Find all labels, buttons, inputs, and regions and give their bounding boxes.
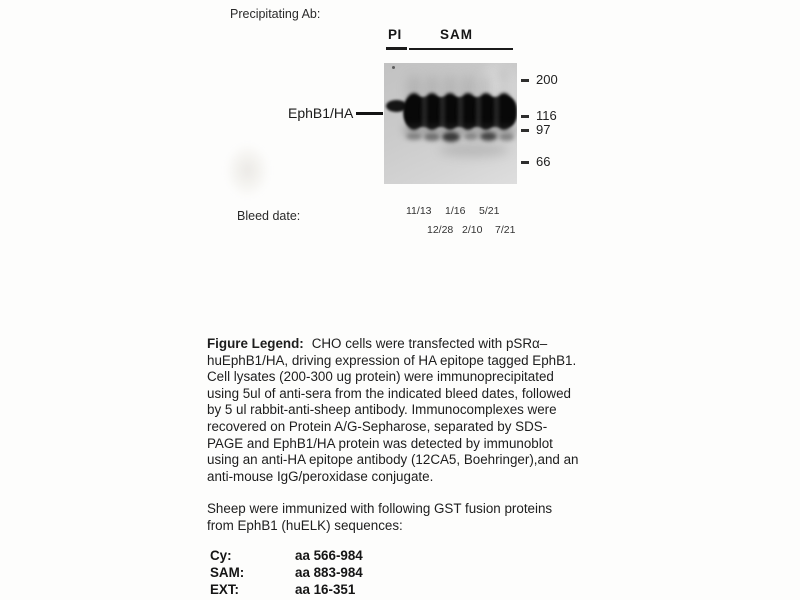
mw-tick-97 [521,129,529,132]
mw-tick-200 [521,79,529,82]
pi-underline [386,47,407,50]
mw-label-97: 97 [536,122,551,137]
blot-band-lower [480,132,497,141]
precipitating-ab-label: Precipitating Ab: [230,7,321,21]
construct-row [210,564,363,581]
legend-heading: Figure Legend: [207,336,304,351]
blot-lower-smear [439,143,509,157]
immunization-line: from EphB1 (huELK) sequences: [207,517,403,533]
legend-line: huEphB1/HA, driving expression of HA epitope tagged EphB1. [207,352,577,368]
sam-underline [409,48,513,50]
mw-tick-66 [521,161,529,164]
bleed-date-value: 11/13 [406,205,432,217]
mw-label-200: 200 [536,72,558,87]
legend-line: by 5 ul rabbit-anti-sheep antibody. Immunocomplexes were [207,402,557,418]
construct-range: aa 883-984 [295,565,363,581]
immunization-line: Sheep were immunized with following GST fusion proteins [207,501,553,516]
blot-band-lower [442,132,460,142]
legend-text: CHO cells were transfected with pSRα– [311,336,548,351]
blot-speck-artifact [392,66,395,69]
legend-line: Cell lysates (200-300 ug protein) were immunoprecipitated [207,369,554,385]
band-under-smear [404,125,516,135]
construct-range: aa 16-351 [295,582,356,598]
construct-range: aa 566-984 [295,548,363,563]
blot-band-lower [406,133,422,140]
western-blot-image [384,63,517,184]
bleed-date-value: 7/21 [495,224,516,236]
lane-group-label-sam: SAM [440,27,473,42]
construct-name: SAM: [210,565,245,581]
bleed-date-value: 5/21 [479,205,500,217]
legend-line: using 5ul of anti-sera from the indicated bleed dates, followed [207,385,571,401]
constructs-table [210,547,363,599]
blot-band-lower [424,133,440,141]
construct-row [210,547,363,564]
band-label-ephb1-ha: EphB1/HA [288,105,354,121]
bleed-date-value: 2/10 [462,224,483,236]
legend-line [207,336,615,353]
lane-group-label-pi: PI [388,27,402,42]
legend-line: recovered on Protein A/G-Sepharose, separated by SDS- [207,418,548,434]
blot-band-lower [464,133,478,140]
mw-label-66: 66 [536,154,551,169]
bleed-date-value: 12/28 [427,224,454,236]
construct-name: Cy: [210,548,232,563]
mw-label-116: 116 [536,108,557,123]
legend-line: anti-mouse IgG/peroxidase conjugate. [207,468,434,484]
bleed-date-label: Bleed date: [237,209,301,223]
legend-line: PAGE and EphB1/HA protein was detected by immunoblot [207,435,553,451]
band-pointer-line [356,112,383,115]
scan-artifact-blob [225,143,270,198]
bleed-date-value: 1/16 [445,205,466,217]
immunization-note [207,501,615,534]
construct-row [210,581,363,598]
construct-name: EXT: [210,582,240,598]
mw-tick-116 [521,115,529,118]
blot-band-lower [499,133,514,141]
figure-legend [207,336,615,485]
legend-line: using an anti-HA epitope antibody (12CA5, Boehringer),and an [207,452,579,468]
